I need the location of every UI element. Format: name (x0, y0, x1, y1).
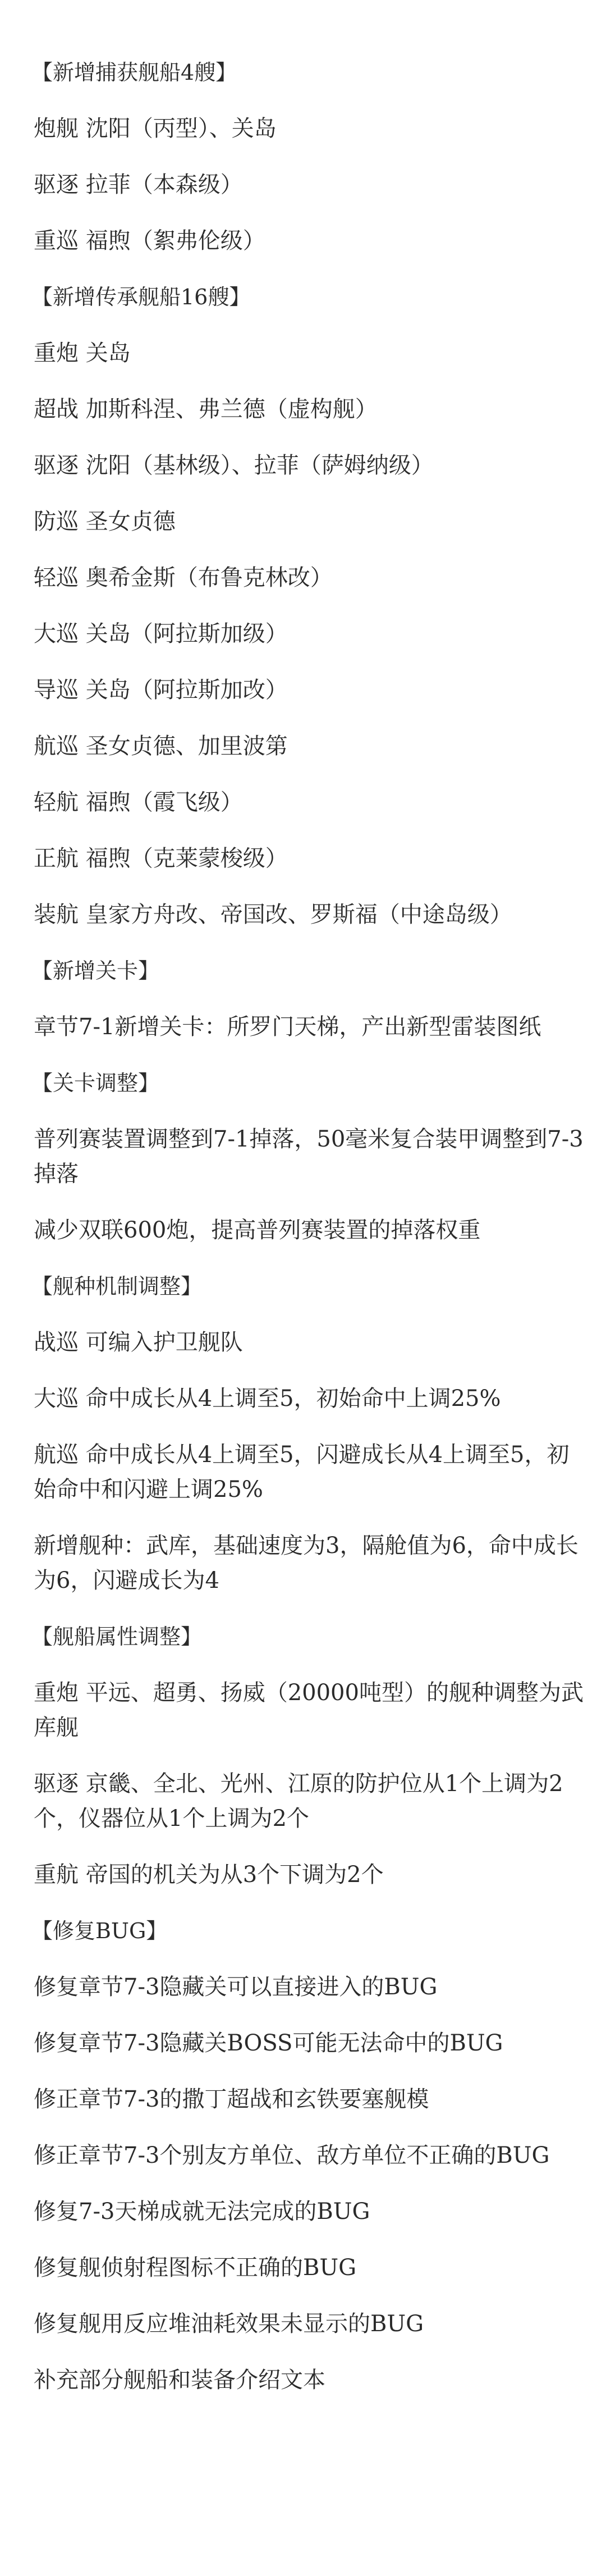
list-item: 重炮 平远、超勇、扬威（20000吨型）的舰种调整为武库舰 (34, 1680, 584, 1741)
list-item: 修复舰侦射程图标不正确的BUG (34, 2255, 357, 2281)
list-item: 轻航 福煦（霞飞级） (34, 789, 243, 815)
list-item: 装航 皇家方舟改、帝国改、罗斯福（中途岛级） (34, 902, 512, 928)
section-header: 【新增捕获舰船4艘】 (31, 60, 237, 85)
list-item: 正航 福煦（克莱蒙梭级） (34, 846, 288, 871)
section-header: 【关卡调整】 (31, 1071, 160, 1095)
list-item: 修复章节7-3隐藏关可以直接进入的BUG (34, 1974, 438, 2000)
list-item: 新增舰种：武库，基础速度为3，隔舱值为6，命中成长为6，闪避成长为4 (34, 1533, 579, 1593)
section-header: 【修复BUG】 (31, 1919, 168, 1943)
list-item: 航巡 圣女贞德、加里波第 (34, 733, 288, 759)
list-item: 大巡 关岛（阿拉斯加级） (34, 621, 288, 647)
list-item: 航巡 命中成长从4上调至5，闪避成长从4上调至5，初始命中和闪避上调25% (34, 1442, 570, 1502)
section-header: 【新增关卡】 (31, 958, 160, 983)
section-header: 【舰种机制调整】 (31, 1274, 203, 1299)
list-item: 章节7-1新增关卡：所罗门天梯，产出新型雷装图纸 (34, 1014, 541, 1040)
section-header: 【舰船属性调整】 (31, 1624, 203, 1649)
list-item: 防巡 圣女贞德 (34, 509, 176, 535)
list-item: 战巡 可编入护卫舰队 (34, 1330, 243, 1355)
list-item: 修复舰用反应堆油耗效果未显示的BUG (34, 2311, 424, 2337)
list-item: 补充部分舰船和装备介绍文本 (34, 2367, 325, 2393)
list-item: 修复章节7-3隐藏关BOSS可能无法命中的BUG (34, 2030, 503, 2056)
list-item: 修正章节7-3的撒丁超战和玄铁要塞舰模 (34, 2086, 429, 2112)
list-item: 重炮 关岛 (34, 340, 131, 366)
section-header: 【新增传承舰船16艘】 (31, 285, 251, 309)
list-item: 轻巡 奥希金斯（布鲁克林改） (34, 565, 333, 591)
list-item: 减少双联600炮，提高普列赛装置的掉落权重 (34, 1217, 481, 1243)
list-item: 导巡 关岛（阿拉斯加改） (34, 677, 288, 703)
list-item: 超战 加斯科涅、弗兰德（虚构舰） (34, 396, 378, 422)
list-item: 重航 帝国的机关为从3个下调为2个 (34, 1862, 384, 1888)
list-item: 重巡 福煦（絮弗伦级） (34, 228, 265, 254)
list-item: 大巡 命中成长从4上调至5，初始命中上调25% (34, 1386, 501, 1412)
list-item: 修正章节7-3个别友方单位、敌方单位不正确的BUG (34, 2143, 550, 2168)
list-item: 驱逐 拉菲（本森级） (34, 172, 243, 198)
list-item: 炮舰 沈阳（丙型）、关岛 (34, 116, 277, 141)
list-item: 驱逐 京畿、全北、光州、江原的防护位从1个上调为2个，仪器位从1个上调为2个 (34, 1771, 563, 1831)
list-item: 普列赛装置调整到7-1掉落，50毫米复合装甲调整到7-3掉落 (34, 1126, 584, 1187)
list-item: 驱逐 沈阳（基林级）、拉菲（萨姆纳级） (34, 453, 434, 478)
list-item: 修复7-3天梯成就无法完成的BUG (34, 2199, 370, 2225)
